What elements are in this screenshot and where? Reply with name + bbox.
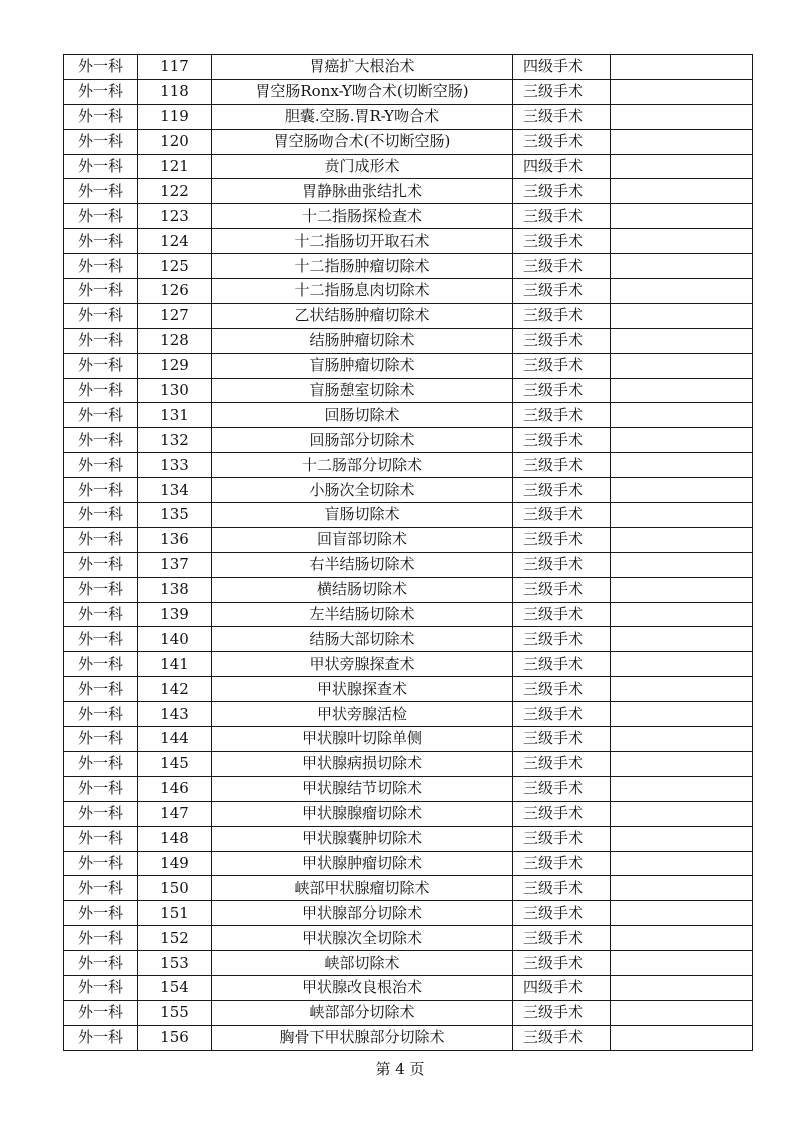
item-number-cell: 142 [138,677,212,702]
surgery-level-cell: 三级手术 [513,901,611,926]
department-cell: 外一科 [64,453,138,478]
item-number-cell: 125 [138,254,212,279]
procedure-name-cell: 盲肠肿瘤切除术 [212,353,513,378]
surgery-level-cell: 三级手术 [513,677,611,702]
item-number-cell: 138 [138,577,212,602]
procedure-name-cell: 胆囊.空肠.胃R-Y吻合术 [212,104,513,129]
item-number-cell: 131 [138,403,212,428]
department-cell: 外一科 [64,627,138,652]
procedure-name-cell: 甲状旁腺探查术 [212,652,513,677]
item-number-cell: 140 [138,627,212,652]
item-number-cell: 137 [138,552,212,577]
item-number-cell: 124 [138,229,212,254]
department-cell: 外一科 [64,229,138,254]
department-cell: 外一科 [64,378,138,403]
table-row [64,951,753,976]
procedure-name-cell: 胃癌扩大根治术 [212,55,513,80]
remarks-cell [611,951,753,976]
table-row [64,154,753,179]
surgery-level-cell: 三级手术 [513,751,611,776]
surgery-level-cell: 三级手术 [513,727,611,752]
remarks-cell [611,826,753,851]
table-row [64,677,753,702]
page-number: 第 4 页 [375,1060,425,1078]
surgery-level-cell: 三级手术 [513,303,611,328]
table-row [64,702,753,727]
procedure-name-cell: 甲状腺改良根治术 [212,975,513,1000]
procedure-name-cell: 结肠肿瘤切除术 [212,328,513,353]
procedure-name-cell: 盲肠切除术 [212,503,513,528]
item-number-cell: 139 [138,602,212,627]
remarks-cell [611,577,753,602]
item-number-cell: 121 [138,154,212,179]
table-row [64,328,753,353]
procedure-name-cell: 回盲部切除术 [212,527,513,552]
procedure-name-cell: 胃空肠吻合术(不切断空肠) [212,129,513,154]
department-cell: 外一科 [64,851,138,876]
remarks-cell [611,652,753,677]
procedure-name-cell: 胸骨下甲状腺部分切除术 [212,1025,513,1050]
remarks-cell [611,602,753,627]
item-number-cell: 117 [138,55,212,80]
item-number-cell: 123 [138,204,212,229]
surgery-level-cell: 四级手术 [513,975,611,1000]
surgery-level-cell: 三级手术 [513,378,611,403]
procedure-name-cell: 甲状旁腺活检 [212,702,513,727]
table-row [64,204,753,229]
department-cell: 外一科 [64,527,138,552]
table-row [64,353,753,378]
procedure-name-cell: 甲状腺病损切除术 [212,751,513,776]
remarks-cell [611,926,753,951]
item-number-cell: 144 [138,727,212,752]
department-cell: 外一科 [64,751,138,776]
department-cell: 外一科 [64,901,138,926]
procedure-name-cell: 甲状腺结节切除术 [212,776,513,801]
table-row [64,254,753,279]
item-number-cell: 143 [138,702,212,727]
department-cell: 外一科 [64,279,138,304]
table-row [64,428,753,453]
surgery-level-cell: 三级手术 [513,776,611,801]
department-cell: 外一科 [64,104,138,129]
department-cell: 外一科 [64,179,138,204]
department-cell: 外一科 [64,727,138,752]
table-row [64,801,753,826]
table-row [64,727,753,752]
item-number-cell: 149 [138,851,212,876]
remarks-cell [611,851,753,876]
department-cell: 外一科 [64,652,138,677]
procedure-name-cell: 贲门成形术 [212,154,513,179]
item-number-cell: 147 [138,801,212,826]
procedure-name-cell: 回肠部分切除术 [212,428,513,453]
table-row [64,378,753,403]
procedure-name-cell: 甲状腺腺瘤切除术 [212,801,513,826]
item-number-cell: 127 [138,303,212,328]
department-cell: 外一科 [64,55,138,80]
surgery-level-cell: 三级手术 [513,926,611,951]
remarks-cell [611,403,753,428]
procedure-name-cell: 甲状腺次全切除术 [212,926,513,951]
table-row [64,975,753,1000]
remarks-cell [611,1000,753,1025]
surgery-level-cell: 三级手术 [513,279,611,304]
department-cell: 外一科 [64,1000,138,1025]
surgery-level-cell: 三级手术 [513,627,611,652]
surgery-level-cell: 四级手术 [513,55,611,80]
surgery-level-cell: 三级手术 [513,204,611,229]
procedure-name-cell: 盲肠憩室切除术 [212,378,513,403]
procedure-name-cell: 小肠次全切除术 [212,478,513,503]
item-number-cell: 130 [138,378,212,403]
remarks-cell [611,552,753,577]
remarks-cell [611,751,753,776]
department-cell: 外一科 [64,677,138,702]
surgery-level-cell: 三级手术 [513,353,611,378]
procedure-name-cell: 十二指肠息肉切除术 [212,279,513,304]
surgery-level-cell: 三级手术 [513,851,611,876]
item-number-cell: 153 [138,951,212,976]
surgery-level-cell: 三级手术 [513,951,611,976]
item-number-cell: 132 [138,428,212,453]
department-cell: 外一科 [64,154,138,179]
surgery-level-cell: 三级手术 [513,527,611,552]
department-cell: 外一科 [64,552,138,577]
item-number-cell: 118 [138,79,212,104]
department-cell: 外一科 [64,602,138,627]
item-number-cell: 128 [138,328,212,353]
procedure-name-cell: 胃空肠Ronx-Y吻合术(切断空肠) [212,79,513,104]
surgery-level-cell: 三级手术 [513,1025,611,1050]
procedure-name-cell: 甲状腺囊肿切除术 [212,826,513,851]
surgery-level-cell: 三级手术 [513,702,611,727]
item-number-cell: 145 [138,751,212,776]
item-number-cell: 135 [138,503,212,528]
procedure-name-cell: 峡部甲状腺瘤切除术 [212,876,513,901]
procedure-name-cell: 横结肠切除术 [212,577,513,602]
surgery-level-cell: 三级手术 [513,826,611,851]
department-cell: 外一科 [64,204,138,229]
remarks-cell [611,975,753,1000]
surgery-level-cell: 三级手术 [513,503,611,528]
remarks-cell [611,104,753,129]
table-row [64,104,753,129]
table-row [64,1000,753,1025]
table-row [64,503,753,528]
remarks-cell [611,204,753,229]
table-row [64,478,753,503]
surgery-level-cell: 三级手术 [513,577,611,602]
remarks-cell [611,727,753,752]
table-row [64,901,753,926]
table-row [64,552,753,577]
surgery-level-cell: 三级手术 [513,478,611,503]
procedure-name-cell: 左半结肠切除术 [212,602,513,627]
table-row [64,652,753,677]
item-number-cell: 156 [138,1025,212,1050]
procedure-name-cell: 峡部部分切除术 [212,1000,513,1025]
table-row [64,527,753,552]
surgery-level-cell: 三级手术 [513,428,611,453]
remarks-cell [611,876,753,901]
item-number-cell: 134 [138,478,212,503]
remarks-cell [611,428,753,453]
table-row [64,55,753,80]
remarks-cell [611,776,753,801]
department-cell: 外一科 [64,353,138,378]
remarks-cell [611,179,753,204]
department-cell: 外一科 [64,951,138,976]
department-cell: 外一科 [64,876,138,901]
remarks-cell [611,801,753,826]
department-cell: 外一科 [64,478,138,503]
table-row [64,776,753,801]
item-number-cell: 126 [138,279,212,304]
remarks-cell [611,229,753,254]
remarks-cell [611,677,753,702]
remarks-cell [611,279,753,304]
remarks-cell [611,254,753,279]
department-cell: 外一科 [64,926,138,951]
department-cell: 外一科 [64,303,138,328]
table-row [64,403,753,428]
remarks-cell [611,478,753,503]
item-number-cell: 146 [138,776,212,801]
procedure-name-cell: 十二肠部分切除术 [212,453,513,478]
remarks-cell [611,353,753,378]
remarks-cell [611,129,753,154]
surgery-level-cell: 三级手术 [513,602,611,627]
department-cell: 外一科 [64,254,138,279]
table-row [64,453,753,478]
table-body [64,55,753,1051]
item-number-cell: 120 [138,129,212,154]
procedure-name-cell: 十二指肠肿瘤切除术 [212,254,513,279]
department-cell: 外一科 [64,129,138,154]
procedure-name-cell: 甲状腺叶切除单侧 [212,727,513,752]
department-cell: 外一科 [64,79,138,104]
procedure-name-cell: 十二指肠切开取石术 [212,229,513,254]
department-cell: 外一科 [64,428,138,453]
department-cell: 外一科 [64,403,138,428]
department-cell: 外一科 [64,702,138,727]
surgery-level-cell: 三级手术 [513,129,611,154]
item-number-cell: 129 [138,353,212,378]
item-number-cell: 155 [138,1000,212,1025]
surgery-level-cell: 三级手术 [513,1000,611,1025]
table-row [64,751,753,776]
surgery-level-cell: 三级手术 [513,328,611,353]
surgery-level-cell: 三级手术 [513,453,611,478]
table-row [64,179,753,204]
remarks-cell [611,1025,753,1050]
department-cell: 外一科 [64,975,138,1000]
table-row [64,627,753,652]
item-number-cell: 141 [138,652,212,677]
surgery-level-cell: 三级手术 [513,652,611,677]
surgery-level-cell: 三级手术 [513,403,611,428]
surgery-level-cell: 三级手术 [513,79,611,104]
table-row [64,851,753,876]
item-number-cell: 136 [138,527,212,552]
department-cell: 外一科 [64,1025,138,1050]
remarks-cell [611,627,753,652]
remarks-cell [611,303,753,328]
remarks-cell [611,453,753,478]
department-cell: 外一科 [64,776,138,801]
department-cell: 外一科 [64,577,138,602]
table-row [64,926,753,951]
surgery-level-cell: 三级手术 [513,229,611,254]
table-row [64,1025,753,1050]
remarks-cell [611,527,753,552]
surgery-level-cell: 三级手术 [513,801,611,826]
surgery-level-table [63,54,753,1051]
procedure-name-cell: 结肠大部切除术 [212,627,513,652]
item-number-cell: 119 [138,104,212,129]
remarks-cell [611,901,753,926]
table-row [64,826,753,851]
remarks-cell [611,503,753,528]
procedure-name-cell: 峡部切除术 [212,951,513,976]
department-cell: 外一科 [64,826,138,851]
surgery-level-cell: 三级手术 [513,552,611,577]
table-row [64,876,753,901]
department-cell: 外一科 [64,801,138,826]
surgery-level-cell: 三级手术 [513,254,611,279]
procedure-name-cell: 回肠切除术 [212,403,513,428]
surgery-level-cell: 三级手术 [513,876,611,901]
table-row [64,602,753,627]
item-number-cell: 152 [138,926,212,951]
table-row [64,303,753,328]
item-number-cell: 150 [138,876,212,901]
department-cell: 外一科 [64,328,138,353]
table-row [64,577,753,602]
procedure-name-cell: 甲状腺部分切除术 [212,901,513,926]
item-number-cell: 148 [138,826,212,851]
procedure-name-cell: 右半结肠切除术 [212,552,513,577]
procedure-name-cell: 十二指肠探检查术 [212,204,513,229]
surgery-level-table-container [63,54,737,1051]
department-cell: 外一科 [64,503,138,528]
remarks-cell [611,328,753,353]
remarks-cell [611,378,753,403]
remarks-cell [611,702,753,727]
remarks-cell [611,154,753,179]
procedure-name-cell: 乙状结肠肿瘤切除术 [212,303,513,328]
remarks-cell [611,79,753,104]
item-number-cell: 133 [138,453,212,478]
table-row [64,229,753,254]
surgery-level-cell: 四级手术 [513,154,611,179]
table-row [64,129,753,154]
procedure-name-cell: 甲状腺探查术 [212,677,513,702]
table-row [64,79,753,104]
item-number-cell: 154 [138,975,212,1000]
surgery-level-cell: 三级手术 [513,179,611,204]
procedure-name-cell: 胃静脉曲张结扎术 [212,179,513,204]
procedure-name-cell: 甲状腺肿瘤切除术 [212,851,513,876]
table-row [64,279,753,304]
item-number-cell: 122 [138,179,212,204]
surgery-level-cell: 三级手术 [513,104,611,129]
item-number-cell: 151 [138,901,212,926]
remarks-cell [611,55,753,80]
